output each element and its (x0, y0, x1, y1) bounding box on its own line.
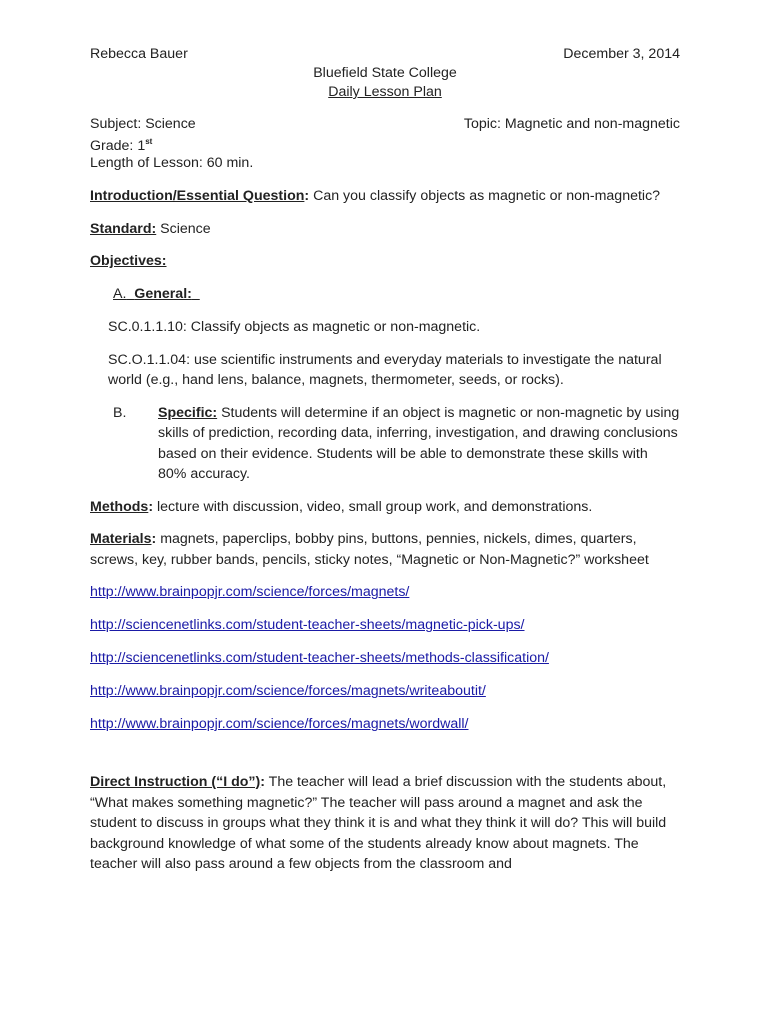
general-marker: A. (113, 285, 127, 302)
author-name: Rebecca Bauer (90, 46, 188, 62)
grade-line (90, 133, 680, 155)
resource-link[interactable]: http://www.brainpopjr.com/science/forces/magnets/wordwall/ (90, 716, 469, 732)
resource-link-wrap (90, 615, 680, 635)
grade-superscript: st (145, 137, 153, 146)
specific-content (158, 403, 680, 485)
lesson-plan-document (90, 44, 680, 875)
resource-link[interactable]: http://sciencenetlinks.com/student-teacher-sheets/magnetic-pick-ups/ (90, 617, 525, 633)
subject: Subject: Science (90, 116, 196, 132)
standard-paragraph (90, 219, 680, 240)
methods-colon: : (148, 498, 154, 515)
materials-label: Materials (90, 531, 152, 547)
resource-link-wrap (90, 681, 680, 701)
intro-paragraph (90, 186, 680, 207)
standard-text: Science (156, 220, 211, 237)
general-item: SC.0.1.1.10: Classify objects as magnetic or non-magnetic. (108, 319, 481, 335)
document-date: December 3, 2014 (563, 46, 680, 62)
specific-text: Students will determine if an object is magnetic or non-magnetic by using skills of prediction, recording data, inferring, investigation, and drawing conclusions based on their evidence. Students will be able to demonstrate these skills with 80% accuracy. (158, 404, 680, 482)
objectives-heading (90, 251, 680, 272)
specific-paragraph (90, 403, 680, 485)
resource-link[interactable]: http://www.brainpopjr.com/science/forces/magnets/ (90, 584, 410, 600)
intro-colon: : (304, 188, 310, 204)
resource-link[interactable]: http://www.brainpopjr.com/science/forces/magnets/writeaboutit/ (90, 683, 486, 699)
materials-text: magnets, paperclips, bobby pins, buttons, pennies, nickels, dimes, quarters, screws, key, rubber bands, pencils, sticky notes, “Magnetic or Non-Magnetic?” worksheet (90, 531, 649, 568)
methods-text: lecture with discussion, video, small group work, and demonstrations. (153, 498, 593, 515)
objectives-label: Objectives: (90, 253, 167, 269)
header-row (90, 44, 680, 64)
intro-text: Can you classify objects as magnetic or non-magnetic? (309, 188, 661, 204)
subject-topic-row (90, 116, 680, 133)
standard-label: Standard: (90, 220, 157, 237)
resource-link-wrap (90, 648, 680, 668)
methods-label: Methods (90, 498, 149, 515)
lesson-length: Length of Lesson: 60 min. (90, 155, 254, 171)
resource-link[interactable]: http://sciencenetlinks.com/student-teacher-sheets/methods-classification/ (90, 650, 549, 666)
college-name: Bluefield State College (313, 65, 457, 81)
direct-instruction-text: The teacher will lead a brief discussion with the students about, “What makes something magnetic?” The teacher will pass around a magnet and ask the student to discuss in groups what they think it is and what they think it will do? This will build background knowledge of what some of the students already know about magnets. The teacher will also pass around a few objects from the classroom and (90, 774, 667, 872)
resource-link-wrap (90, 582, 680, 602)
document-title-wrap (90, 83, 680, 102)
materials-colon: : (151, 531, 157, 547)
general-label: General: (134, 285, 192, 302)
specific-marker: B. (113, 404, 127, 421)
direct-instruction-colon: : (260, 774, 265, 790)
methods-paragraph (90, 497, 680, 518)
document-title: Daily Lesson Plan (328, 84, 442, 100)
direct-instruction-label: Direct Instruction (“I do”) (90, 774, 261, 790)
intro-label: Introduction/Essential Question (90, 188, 305, 204)
resource-link-wrap (90, 714, 680, 734)
materials-paragraph (90, 529, 680, 570)
general-heading (90, 284, 680, 305)
general-item: SC.O.1.1.04: use scientific instruments and everyday materials to investigate the natural world (e.g., hand lens, balance, magnets, thermometer, seeds, or rocks). (108, 351, 662, 388)
specific-label: Specific: (158, 404, 218, 421)
topic: Topic: Magnetic and non-magnetic (463, 116, 680, 132)
direct-instruction-paragraph (90, 772, 680, 875)
grade: Grade: 1 (90, 138, 146, 154)
